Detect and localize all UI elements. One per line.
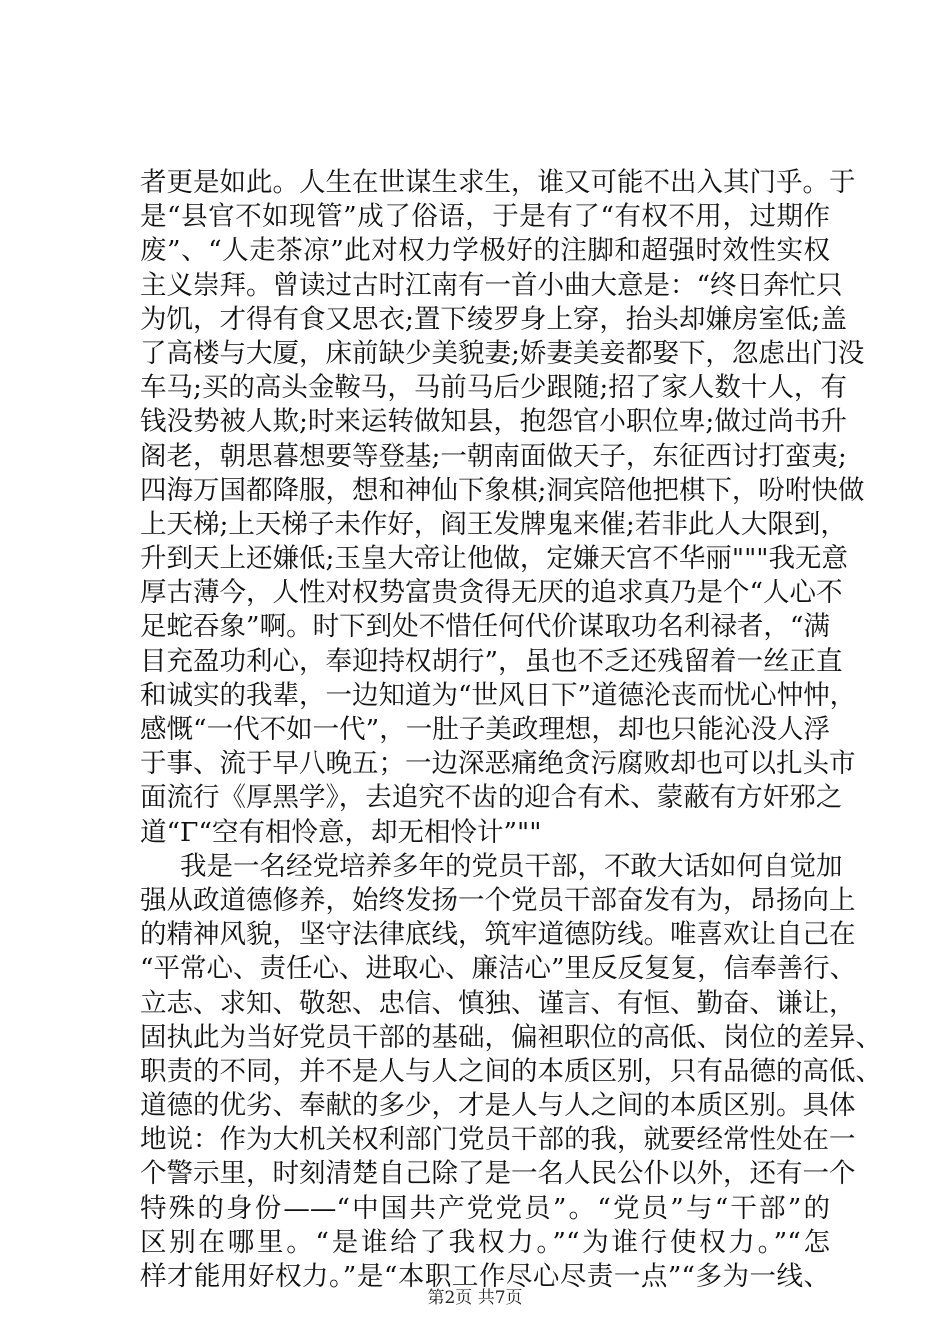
text-line-29: 地说：作为大机关权利部门党员干部的我，就要经常性处在一 — [140, 1124, 856, 1156]
text-line-1: 者更是如此。人生在世谋生求生，谁又可能不出入其门乎。于 — [140, 167, 856, 198]
text-line-7: 车马;买的高头金鞍马，马前马后少跟随;招了家人数十人，有 — [140, 372, 847, 404]
text-line-24: “平常心、责任心、进取心、廉洁心”里反反复复，信奉善行、 — [140, 953, 857, 985]
text-line-11: 上天梯;上天梯子未作好，阎王发牌鬼来催;若非此人大限到， — [140, 508, 847, 540]
text-line-30: 个警示里，时刻清楚自己除了是一名人民公仆以外，还有一个 — [140, 1158, 856, 1190]
text-line-33: 样才能用好权力。”是“本职工作尽心尽责一点”“多为一线、 — [140, 1261, 830, 1292]
text-line-21: 我是一名经党培养多年的党员干部，不敢大话如何自觉加 — [180, 850, 843, 882]
text-line-4: 主义崇拜。曾读过古时江南有一首小曲大意是：“终日奔忙只 — [140, 269, 843, 301]
text-line-13: 厚古薄今，人性对权势富贵贪得无厌的追求真乃是个“人心不 — [140, 577, 843, 609]
text-line-20: 道“Γ“空有相怜意，却无相怜计”"" — [140, 816, 542, 848]
text-line-17: 感慨“一代不如一代”，一肚子美政理想，却也只能沁没人浮 — [140, 714, 830, 745]
text-line-32: 区别在哪里。“是谁给了我权力。”“为谁行使权力。”“怎 — [140, 1226, 830, 1258]
text-line-5: 为饥，才得有食又思衣;置下绫罗身上穿，抬头却嫌房室低;盖 — [140, 303, 847, 335]
text-line-8: 钱没势被人欺;时来运转做知县，抱怨官小职位卑;做过尚书升 — [140, 406, 847, 438]
text-line-19: 面流行《厚黑学》，去追究不齿的迎合有术、蒙蔽有方奸邪之 — [140, 782, 843, 814]
text-line-6: 了高楼与大厦，床前缺少美貌妻;娇妻美妾都娶下，忽虑出门没 — [140, 337, 865, 369]
text-line-28: 道德的优劣、奉献的多少，才是人与人之间的本质区别。具体 — [140, 1090, 856, 1122]
text-line-10: 四海万国都降服，想和神仙下象棋;洞宾陪他把棋下，吩咐快做 — [140, 474, 865, 506]
text-line-16: 和诚实的我辈，一边知道为“世风日下”道德沦丧而忧心忡忡， — [140, 679, 857, 711]
text-line-31: 特殊的身份——“中国共产党党员”。“党员”与“干部”的 — [140, 1192, 830, 1224]
text-line-26: 固执此为当好党员干部的基础，偏袒职位的高低、岗位的差异、 — [140, 1021, 882, 1053]
text-line-22: 强从政道德修养，始终发扬一个党员干部奋发有为，昂扬向上 — [140, 884, 856, 916]
text-line-25: 立志、求知、敬恕、忠信、慎独、谨言、有恒、勤奋、谦让， — [140, 987, 856, 1019]
page-number-footer: 第2页 共7页 — [427, 1288, 523, 1308]
text-line-14: 足蛇吞象”啊。时下到处不惜任何代价谋取功名利禄者，“满 — [140, 611, 830, 643]
text-line-15: 目充盈功利心，奉迎持权胡行”，虽也不乏还残留着一丝正直 — [140, 645, 843, 677]
text-line-9: 阁老，朝思暮想要等登基;一朝南面做天子，东征西讨打蛮夷; — [140, 440, 847, 472]
text-line-23: 的精神风貌，坚守法律底线，筑牢道德防线。唯喜欢让自己在 — [140, 919, 856, 951]
text-line-2: 是“县官不如现管”成了俗语，于是有了“有权不用，过期作 — [140, 201, 830, 233]
text-line-27: 职责的不同，并不是人与人之间的本质区别，只有品德的高低、 — [140, 1055, 882, 1087]
body-text — [140, 166, 882, 1294]
text-line-3: 废”、“人走茶凉”此对权力学极好的注脚和超强时效性实权 — [140, 235, 830, 267]
text-line-18: 于事、流于早八晚五；一边深恶痛绝贪污腐败却也可以扎头市 — [140, 748, 856, 780]
text-line-12: 升到天上还嫌低;玉皇大帝让他做，定嫌天宫不华丽"""我无意 — [140, 543, 848, 575]
